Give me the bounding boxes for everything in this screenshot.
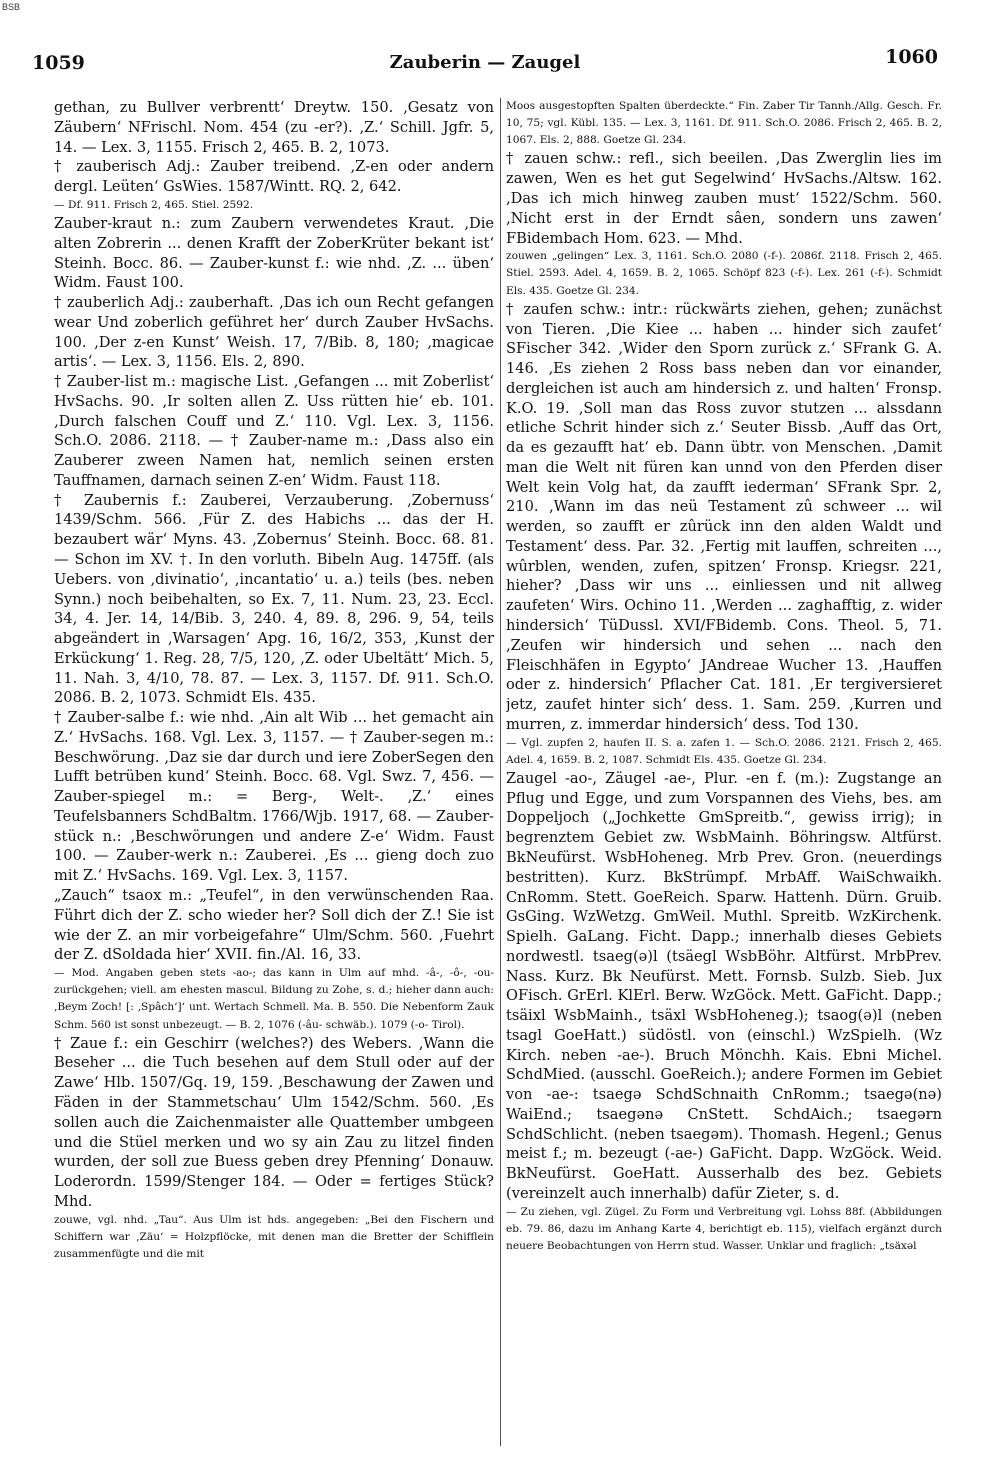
paragraph: — Mod. Angaben geben stets -ao-; das kann in Ulm auf mhd. -â-, -ô-, -ou- zurückgehen; viell. am ehesten mascul. Bildung zu Zohe, s. d.; hieher dann auch: ‚Beym Zoch! [: ‚Spâch‘]‘ unt. Wertach Schmell. Ma. B. 550. Die Nebenform Zauk Schm. 560 ist sonst unbezeugt. — B. 2, 1076 (-âu- schwäb.). 1079 (-o- Tirol). [54,967,494,1031]
paragraph: — Zu ziehen, vgl. Zügel. Zu Form und Verbreitung vgl. Lohss 88f. (Abbildungen eb. 79. 86, dazu im Anhang Karte 4, berichtigt eb. 115), vielfach ergänzt durch neuere Beobachtungen von Herrn stud. Wasser. Unklar und fraglich: „tsäxəl [506,1205,942,1253]
left-column [54,98,494,1446]
page-header [32,46,938,86]
paragraph: Zaugel -ao-, Zäugel -ae-, Plur. -en f. (m.): Zugstange an Pflug und Egge, und zum Vorspannen des Viehs, bes. am Doppeljoch („Jochkette GmSpreitb.“, gewiss irrig); in begrenztem Gebiet zw. WsbMainh. Böhringsw. Altfürst. BkNeufürst. WsbHoheneg. Mrb Prev. Gron. (neuerdings bestritten). Kurz. BkStrümpf. MrbAff. WaiSchwaikh. CnRomm. Stett. GoeReich. Sparw. Hattenh. Dürn. Gruib. GsGing. WzWetzg. GmWeil. Muthl. Spreitb. WzKirchenk. Spielh. GaLang. Ficht. Dapp.; innerhalb dieses Gebiets nordwestl. tsaeg(ə)l (tsäegl WsbBöhr. Altfürst. MrbPrev. Nass. Kurz. Bk Neufürst. Mett. Fornsb. Sulzb. Sieb. Jux OFisch. GrErl. KlErl. Berw. WzGöck. Mett. GaFicht. Dapp.; tsäixl WsbMainh., tsäxl WsbHoheneg.); tsaog(ə)l (neben tsagl GoeHatt.) südöstl. von (einschl.) WzSpielh. (Wz Kirch. neben -ae-). Bruch Mönchh. Kais. Ebni Michel. SchdMied. (ausschl. GoeReich.); andere Formen im Gebiet von -ae-: tsaegə SchdSchnaith CnRomm.; tsaegə(nə) WaiEnd.; tsaegənə CnStett. SchdAich.; tsaegərn SchdSchlicht. (neben tsaegəm). Thomash. Hegenl.; Genus meist f.; m. bezeugt (-ae-) GaFicht. Dapp. WzGöck. Weid. BkNeufürst. GoeHatt. Ausserhalb des bez. Gebiets (vereinzelt auch innerhalb) dafür Zieter, s. d. [506,769,942,1202]
paragraph: † zauen schw.: refl., sich beeilen. ‚Das Zwerglin lies im zawen, Wen es het gut Segelwind‘ HvSachs./Altsw. 162. ‚Das ich mich hinweg zauben must‘ 1522/Schm. 560. ‚Nicht erst in der Erndt sâen, sondern uns zawen‘ FBidembach Hom. 623. — Mhd. [506,150,942,247]
paragraph: — Df. 911. Frisch 2, 465. Stiel. 2592. [54,198,254,211]
paragraph: gethan, zu Bullver verbrentt‘ Dreytw. 150. ‚Gesatz von Zäubern‘ NFrischl. Nom. 454 (zu -er?). ‚Z.‘ Schill. Jgfr. 5, 14. — Lex. 3, 1155. Frisch 2, 465. B. 2, 1073. [54,99,494,156]
library-stamp: BSB [2,2,21,12]
paragraph: „Zauch“ tsaox m.: „Teufel“, in den verwünschenden Raa. Führt dich der Z. scho wieder her? Soll dich der Z.! Sie ist wie der Z. an mir vorbeigefahre“ Ulm/Schm. 560. ‚Fuehrt der Z. dSoldada hier‘ XVII. fin./Al. 16, 33. [54,887,494,964]
paragraph: † zauberlich Adj.: zauberhaft. ‚Das ich oun Recht gefangen wear Und zoberlich geführet her‘ durch Zauber HvSachs. 100. ‚Der z-en Kunst‘ Weish. 17, 7/Bib. 8, 180; ‚magicae artis‘. — Lex. 3, 1156. Els. 2, 890. [54,294,494,371]
page-number-left: 1059 [32,52,85,74]
paragraph: † Zauber-list m.: magische List. ‚Gefangen ... mit Zoberlist‘ HvSachs. 90. ‚Ir solten allen Z. Uss rütten hie‘ eb. 101. ‚Durch falschen Couff und Z.‘ 110. Vgl. Lex. 3, 1156. Sch.O. 2086. 2118. — † Zauber-name m.: ‚Dass also ein Zauberer zween Namen hat, nemlich seinen ersten Tauffnamen, darnach seinen Z-en‘ Widm. Faust 118. [54,373,494,489]
paragraph: † Zauber-salbe f.: wie nhd. ‚Ain alt Wib ... het gemacht ain Z.‘ HvSachs. 168. Vgl. Lex. 3, 1157. — † Zauber-segen m.: Beschwörung. ‚Daz sie dar durch und iere ZoberSegen den Lufft betrüben kund‘ Steinh. Bocc. 68. Vgl. Swz. 7, 456. — Zauber-spiegel m.: = Berg-, Welt-. ‚Z.‘ eines Teufelsbanners SchdBaltm. 1766/Wjb. 1917, 68. — Zauber-stück n.: ‚Beschwörungen und andere Z-e‘ Widm. Faust 100. — Zauber-werk n.: Zauberei. ‚Es ... gieng doch zuo mit Z.‘ HvSachs. 169. Vgl. Lex. 3, 1157. [54,709,494,885]
paragraph: † zaufen schw.: intr.: rückwärts ziehen, gehen; zunächst von Tieren. ‚Die Kiee ... haben ... hinder sich zaufet‘ SFischer 342. ‚Wider den Sporn zurück z.‘ SFrank G. A. 146. ‚Es ziehen 2 Ross bass neben dan vor einander, dergleichen ist auch am hindersich z. und halten‘ Fronsp. K.O. 19. ‚Soll man das Ross zuvor stutzen ... alssdann etliche Schrit hinder sich z.‘ Seuter Bissb. ‚Auff das Ort, da es gezaufft hat‘ eb. Dann übtr. von Menschen. ‚Damit man die Welt nit füren kan unnd von den Pferden diser Welt kein Volg hat, da zaufft iederman‘ SFrank Spr. 2, 210. ‚Wann im das neü Testament zû schweer ... wil werden, so zaufft er zûrück inn den alden Waldt und Testament‘ dess. Par. 32. ‚Fertig mit lauffen, schreiten ..., wûrblen, wenden, zufen, spitzen‘ Fronsp. Kriegsr. 221, hieher? ‚Dass wir uns ... einliessen und nit allweg zaufeten‘ Wirs. Ochino 11. ‚Werden ... zaghafftig, z. wider hindersich‘ TüDussl. XVI/FBidemb. Cons. Theol. 5, 71. ‚Zeufen wir hindersich und sehen ... nach den Fleischhäfen in Egypto‘ JAndreae Wucher 13. ‚Hauffen oder z. hindersich‘ Pflacher Cat. 181. ‚Er tergiversieret jetz, zaufet hinter sich‘ dess. 1. Sam. 259. ‚Kurren und murren, z. immerdar hindersich‘ dess. Tod 130. [506,300,942,733]
paragraph: zouwen „gelingen“ Lex. 3, 1161. Sch.O. 2080 (-f-). 2086f. 2118. Frisch 2, 465. Stiel. 2593. Adel. 4, 1659. B. 2, 1065. Schöpf 823 (-f-). Lex. 261 (-f-). Schmidt Els. 435. Goetze Gl. 234. [506,250,942,297]
paragraph: — Vgl. zupfen 2, haufen II. S. a. zafen 1. — Sch.O. 2086. 2121. Frisch 2, 465. Adel. 4, 1659. B. 2, 1087. Schmidt Els. 435. Goetze Gl. 234. [506,736,942,766]
paragraph: Zauber-kraut n.: zum Zaubern verwendetes Kraut. ‚Die alten Zobrerin ... denen Krafft der ZoberKrüter bekant ist‘ Steinh. Bocc. 86. — Zauber-kunst f.: wie nhd. ‚Z. ... üben‘ Widm. Faust 100. [54,214,494,292]
paragraph: Moos ausgestopften Spalten überdeckte.“ Fin. Zaber Tir Tannh./Allg. Gesch. Fr. 10, 75; vgl. Kübl. 135. — Lex. 3, 1161. Df. 911. Sch.O. 2086. Frisch 2, 465. B. 2, 1067. Els. 2, 888. Goetze Gl. 234. [506,100,942,147]
paragraph: zouwe, vgl. nhd. „Tau“. Aus Ulm ist hds. angegeben: „Bei den Fischern und Schiffern war ‚Zäu‘ = Holzpflöcke, mit denen man die Bretter der Schifflein zusammenfügte und die mit [54,1213,494,1260]
paragraph: † Zaubernis f.: Zauberei, Verzauberung. ‚Zobernuss‘ 1439/Schm. 566. ‚Für Z. des Habichs ... das der H. bezaubert wär‘ Myns. 43. ‚Zobernus‘ Steinh. Bocc. 68. 81. — Schon im XV. †. In den vorluth. Bibeln Aug. 1475ff. (als Uebers. von ‚divinatio‘, ‚incantatio‘ u. a.) teils (bes. neben Synn.) noch beibehalten, so Ex. 7, 11. Num. 23, 23. Eccl. 34, 4. Jer. 14, 14/Bib. 3, 240. 4, 89. 8, 296. 9, 54, teils abgeändert in ‚Warsagen‘ Apg. 16, 16/2, 353, ‚Kunst der Erkückung‘ 1. Reg. 28, 7/5, 120, ‚Z. oder Ubeltätt‘ Mich. 5, 11. Nah. 3, 4/10, 78. 87. — Lex. 3, 1157. Df. 911. Sch.O. 2086. B. 2, 1073. Schmidt Els. 435. [54,491,494,707]
running-title: Zauberin — Zaugel [389,52,581,73]
paragraph: † zauberisch Adj.: Zauber treibend. ‚Z-en oder andern dergl. Leüten‘ GsWies. 1587/Wintt. RQ. 2, 642. [54,158,494,196]
page-number-right: 1060 [885,46,938,68]
column-divider [500,98,501,1446]
right-column [506,98,942,1446]
paragraph: † Zaue f.: ein Geschirr (welches?) des Webers. ‚Wann die Beseher ... die Tuch besehen auf dem Stull oder auf der Zawe‘ Hlb. 1507/Gq. 19, 159. ‚Beschawung der Zawen und Fäden in der Stammetschau‘ Ulm 1542/Schm. 560. ‚Es sollen auch die Zaichenmaister alle Quattember umbgeen und die Stüel merken und wo sy ain Zau zu litzel finden wurden, der soll zue Buess geben drey Pfenning‘ Donauw. Loderordn. 1599/Stenger 184. — Oder = fertiges Stück? Mhd. [54,1034,494,1210]
